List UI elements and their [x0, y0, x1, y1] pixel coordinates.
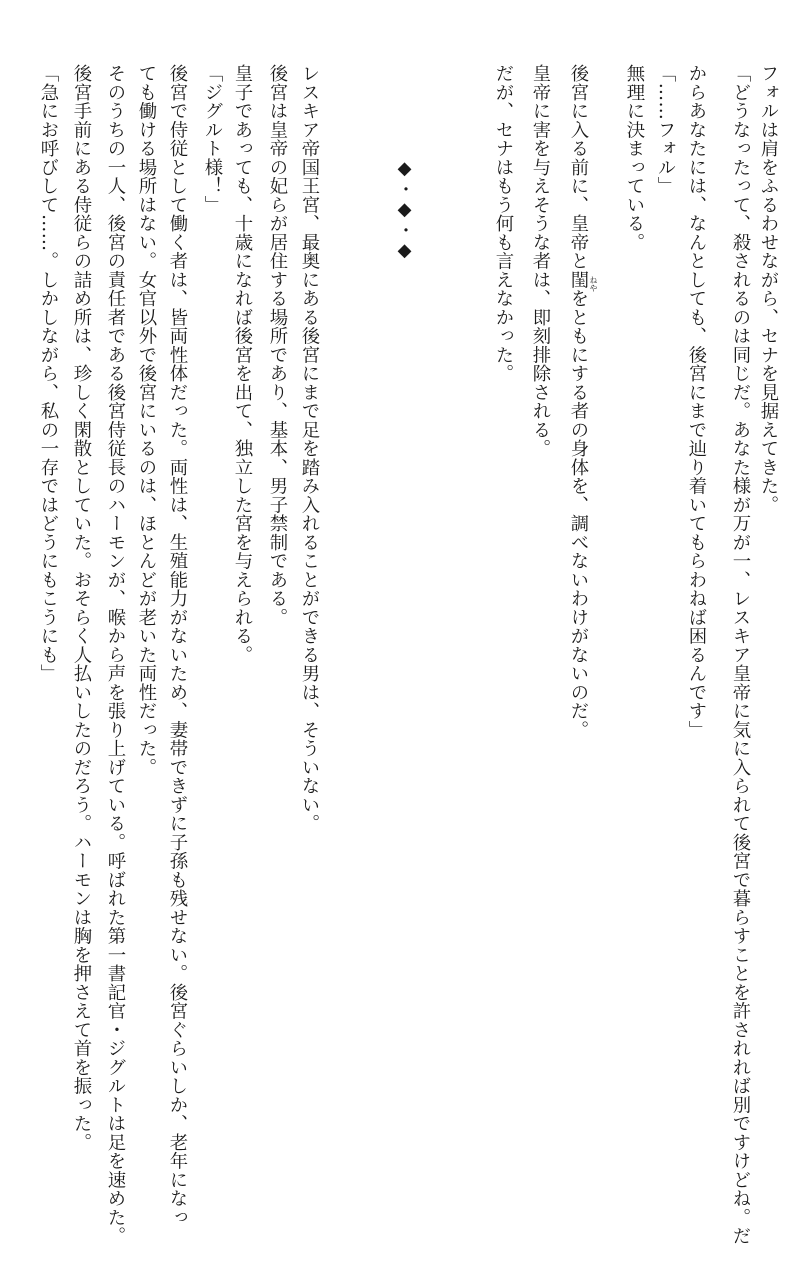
text-line: フォルは肩をふるわせながら、セナを見据えてきた。 — [758, 64, 779, 514]
text-line: 後宮手前にある侍従らの詰め所は、珍しく閑散としていた。おそらく人払いしたのだろう。ハーモンは胸を押さえて首を振った。 — [71, 64, 92, 1152]
text-line: だが、セナはもう何も言えなかった。 — [493, 64, 514, 383]
text-line: ても働ける場所はない。女官以外で後宮にいるのは、ほとんどが老いた両性だった。 — [136, 64, 157, 777]
section-separator: ◆・◆・◆ — [394, 158, 415, 262]
ruby-reading: ねや — [589, 276, 598, 292]
text-line: 皇子であっても、十歳になれば後宮を出て、独立した宮を与えられる。 — [232, 64, 253, 664]
text-line: 後宮は皇帝の妃らが居住する場所であり、基本、男子禁制である。 — [267, 64, 288, 627]
text-line: 「ジグルト様！」 — [202, 64, 223, 214]
text-line: からあなたには、なんとしても、後宮にまで辿り着いてもらわねば困るんです」 — [686, 64, 707, 739]
text-line: 後宮に入る前に、皇帝と閨をともにする者の身体を、調べないわけがないのだ。 — [568, 64, 589, 739]
text-line: レスキア帝国王宮、最奥にある後宮にまで足を踏み入れることができる男は、そういない。 — [299, 64, 320, 833]
text-line: 無理に決まっている。 — [624, 64, 645, 252]
text-line: そのうちの一人、後宮の責任者である後宮侍従長のハーモンが、喉から声を張り上げている。呼ばれた第一書記官・ジグルトは足を速めた。 — [105, 64, 126, 1246]
text-line: 「急にお呼びして……。しかしながら、私の一存ではどうにもこうにも」 — [38, 64, 59, 683]
text-line: 「どうなったって、殺されるのは同じだ。あなた様が万が一、レスキア皇帝に気に入られて後宮で暮らすことを許されれば別ですけどね。だ — [730, 64, 751, 1246]
text-line: 後宮で侍従として働く者は、皆両性体だった。両性は、生殖能力がないため、妻帯できずに子孫も残せない。後宮ぐらいしか、老年になっ — [167, 64, 188, 1227]
text-line: 「……フォル」 — [655, 64, 676, 196]
text-line: 皇帝に害を与えそうな者は、即刻排除される。 — [530, 64, 551, 458]
